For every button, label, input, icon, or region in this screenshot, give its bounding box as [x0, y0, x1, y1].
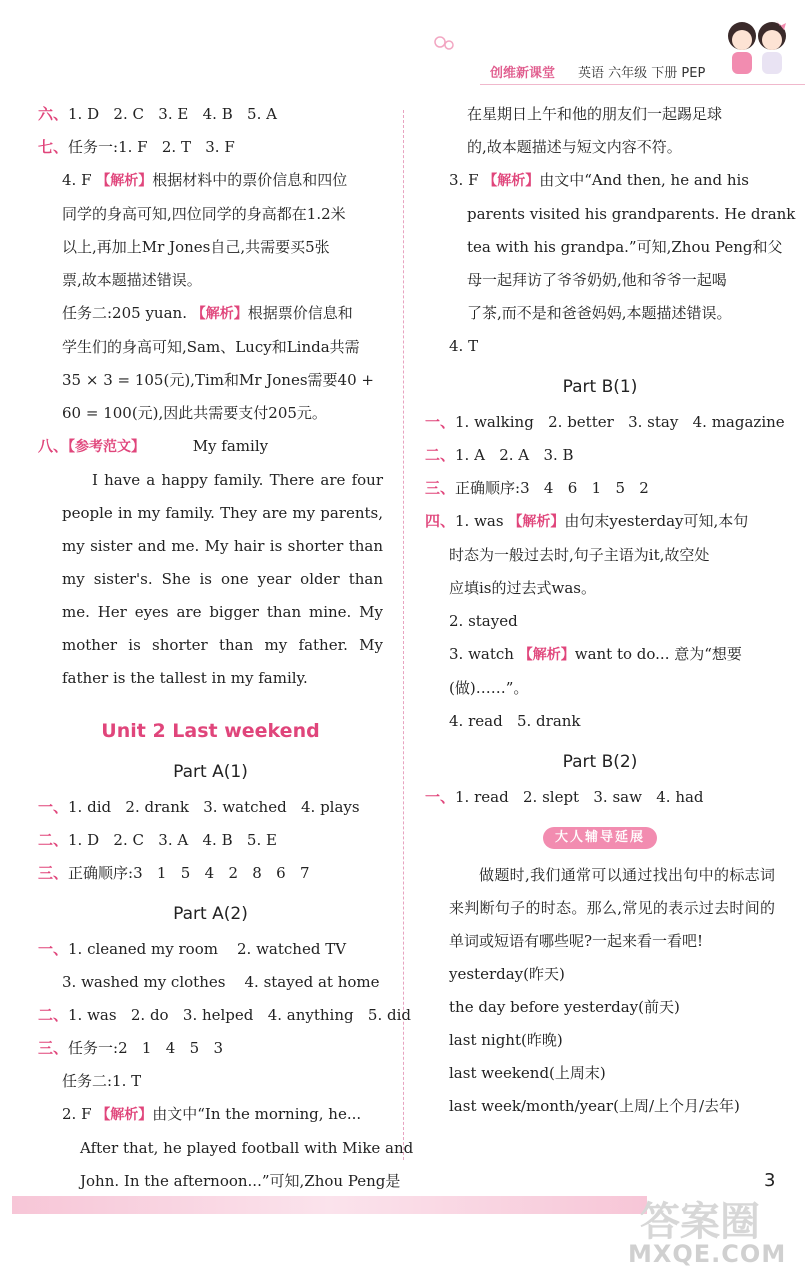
- tip-badge-wrap: [425, 820, 775, 853]
- answer-text: 任务二:1. T: [62, 1072, 142, 1090]
- question-number: 一、: [425, 413, 456, 431]
- answer-text: 60 = 100(元),因此共需要支付205元。: [62, 404, 327, 422]
- question-number: 一、: [38, 798, 69, 816]
- answer-line: [38, 364, 383, 397]
- answer-text: 由文中“In the morning, he...: [152, 1105, 362, 1123]
- right-column: [425, 98, 796, 1123]
- answer-line: [38, 857, 383, 890]
- answer-line: [425, 605, 775, 638]
- answer-text: 母一起拜访了爷爷奶奶,他和爷爷一起喝: [467, 271, 727, 289]
- answer-text: 根据材料中的票价信息和四位: [152, 171, 348, 189]
- analysis-tag: 【解析】: [508, 514, 565, 530]
- answer-line: [425, 472, 775, 505]
- answer-text: 在星期日上午和他的朋友们一起踢足球: [467, 105, 723, 123]
- answer-text: My family: [145, 437, 269, 455]
- answer-text: 由句末yesterday可知,本句: [564, 512, 749, 530]
- answer-text: John. In the afternoon...”可知,Zhou Peng是: [80, 1172, 401, 1190]
- answer-text: 3. washed my clothes 4. stayed at home: [62, 973, 380, 991]
- answer-text: 的,故本题描述与短文内容不符。: [467, 138, 682, 156]
- footer-band: [12, 1196, 647, 1214]
- tip-paragraph: 做题时,我们通常可以通过找出句中的标志词来判断句子的时态。那么,常见的表示过去时间的单词或短语有哪些呢?一起来看一看吧!: [449, 866, 775, 950]
- page-number: 3: [764, 1170, 776, 1191]
- watermark-brand: 答案圈: [640, 1199, 760, 1245]
- answer-text: 根据票价信息和: [247, 304, 353, 322]
- subject-info: 英语 六年级 下册 PEP: [578, 66, 706, 81]
- answer-line: [425, 164, 775, 198]
- question-number: 二、: [38, 1006, 69, 1024]
- analysis-tag: 【解析】: [518, 647, 575, 663]
- answer-prefix: 3. F: [449, 171, 484, 189]
- answer-line: [38, 430, 383, 464]
- answer-prefix: 1. was: [455, 512, 509, 530]
- answer-line: [38, 1098, 383, 1132]
- answer-line: [38, 98, 383, 131]
- answer-line: [425, 264, 775, 297]
- answer-line: [38, 264, 383, 297]
- answer-line: [38, 1132, 414, 1165]
- answer-text: 应填is的过去式was。: [449, 579, 596, 597]
- question-number: 一、: [425, 788, 456, 806]
- answer-line: [425, 330, 775, 363]
- answer-line: [425, 781, 775, 814]
- answer-text: want to do... 意为“想要: [574, 645, 742, 663]
- answer-line: [38, 164, 383, 198]
- question-number: 三、: [38, 1039, 69, 1057]
- part-a2-title: Part A(2): [173, 904, 248, 924]
- answer-line: [425, 231, 783, 264]
- answer-text: parents visited his grandparents. He drank: [467, 205, 796, 223]
- unit-title: Unit 2 Last weekend: [101, 720, 320, 742]
- question-number: 二、: [425, 446, 456, 464]
- answer-text: 同学的身高可知,四位同学的身高都在1.2米: [62, 205, 346, 223]
- kids-mascot-icon: [716, 12, 796, 82]
- answer-line: [38, 999, 411, 1032]
- answer-text: 由文中“And then, he and his: [539, 171, 749, 189]
- answer-line: [425, 406, 785, 439]
- answer-line: [38, 933, 383, 966]
- column-divider: [403, 110, 404, 1160]
- answer-text: 学生们的身高可知,Sam、Lucy和Linda共需: [62, 338, 360, 356]
- answer-line: [38, 824, 383, 857]
- analysis-tag: 【解析】: [96, 173, 153, 189]
- answer-text: 1. cleaned my room 2. watched TV: [68, 940, 347, 958]
- answer-line: [425, 539, 775, 572]
- tip-badge: 大人辅导延展: [543, 827, 657, 849]
- answer-prefix: 任务二:205 yuan.: [62, 304, 192, 322]
- question-number: 四、: [425, 512, 456, 530]
- answer-line: [425, 198, 796, 231]
- answer-text: 4. T: [449, 337, 479, 355]
- vocab-item: last week/month/year(上周/上个月/去年): [449, 1097, 740, 1115]
- answer-prefix: 2. F: [62, 1105, 97, 1123]
- answer-text: 时态为一般过去时,句子主语为it,故空处: [449, 546, 710, 564]
- answer-line: [425, 98, 775, 131]
- answer-line: [425, 505, 775, 539]
- answer-line: [38, 198, 383, 231]
- answer-text: 4. read 5. drank: [449, 712, 581, 730]
- answer-prefix: 3. watch: [449, 645, 519, 663]
- question-number: 二、: [38, 831, 69, 849]
- answer-line: [425, 672, 775, 705]
- question-number: 六、: [38, 105, 69, 123]
- answer-text: 了茶,而不是和爸爸妈妈,本题描述错误。: [467, 304, 732, 322]
- vocab-item: last weekend(上周末): [449, 1064, 606, 1082]
- answer-prefix: 4. F: [62, 171, 97, 189]
- answer-text: 正确顺序:3 1 5 4 2 8 6 7: [68, 864, 310, 882]
- answer-text: 正确顺序:3 4 6 1 5 2: [455, 479, 649, 497]
- answer-line: [38, 297, 383, 331]
- answer-line: [425, 638, 775, 672]
- header-rule: [480, 84, 805, 85]
- answer-line: [425, 705, 775, 738]
- analysis-tag: 【解析】: [483, 173, 540, 189]
- analysis-tag: 【解析】: [96, 1107, 153, 1123]
- answer-text: 35 × 3 = 105(元),Tim和Mr Jones需要40 +: [62, 371, 374, 389]
- answer-text: 票,故本题描述错误。: [62, 271, 202, 289]
- answer-line: [38, 1165, 401, 1198]
- answer-line: [425, 297, 775, 330]
- analysis-tag: 【解析】: [191, 306, 248, 322]
- flower-decoration-icon: [430, 32, 458, 54]
- answer-text: 1. read 2. slept 3. saw 4. had: [455, 788, 704, 806]
- answer-text: 以上,再加上Mr Jones自己,共需要买5张: [62, 238, 330, 256]
- question-number: 七、: [38, 138, 69, 156]
- vocab-item: yesterday(昨天): [449, 965, 565, 983]
- brand-name: 创维新课堂: [490, 66, 556, 81]
- answer-line: [38, 397, 383, 430]
- answer-text: 1. A 2. A 3. B: [455, 446, 574, 464]
- page-header: [0, 0, 810, 95]
- answer-line: [38, 331, 383, 364]
- vocab-item: last night(昨晚): [449, 1031, 563, 1049]
- question-number: 三、: [425, 479, 456, 497]
- answer-line: [38, 231, 383, 264]
- answer-text: 1. did 2. drank 3. watched 4. plays: [68, 798, 360, 816]
- answer-text: After that, he played football with Mike and: [80, 1139, 414, 1157]
- watermark-site: MXQE.COM: [628, 1240, 787, 1268]
- answer-text: 任务一:2 1 4 5 3: [68, 1039, 224, 1057]
- essay-paragraph: I have a happy family. There are four people in my family. They are my parents, my sister and me. My hair is shorter than my sister's. She is one year older than me. Her eyes are bigger than mine. My mother is shorter than my father. My father is the tallest in my family.: [62, 471, 383, 687]
- part-b1-title: Part B(1): [562, 377, 638, 397]
- answer-line: [425, 131, 775, 164]
- part-b2-title: Part B(2): [562, 752, 638, 772]
- answer-text: 1. D 2. C 3. A 4. B 5. E: [68, 831, 277, 849]
- answer-line: [38, 966, 383, 999]
- answer-line: [38, 1032, 383, 1065]
- question-number: 三、: [38, 864, 69, 882]
- answer-line: [38, 131, 383, 164]
- answer-line: [38, 1065, 383, 1098]
- analysis-tag: 【参考范文】: [68, 439, 146, 455]
- answer-text: 1. walking 2. better 3. stay 4. magazine: [455, 413, 785, 431]
- vocab-item: the day before yesterday(前天): [449, 998, 680, 1016]
- part-a1-title: Part A(1): [173, 762, 248, 782]
- left-column: [38, 98, 414, 1198]
- answer-text: tea with his grandpa.”可知,Zhou Peng和父: [467, 238, 783, 256]
- answer-text: 1. D 2. C 3. E 4. B 5. A: [68, 105, 277, 123]
- question-number: 一、: [38, 940, 69, 958]
- answer-line: [425, 439, 775, 472]
- answer-text: 2. stayed: [449, 612, 518, 630]
- answer-text: 1. was 2. do 3. helped 4. anything 5. did: [68, 1006, 411, 1024]
- answer-text: 任务一:1. F 2. T 3. F: [68, 138, 235, 156]
- answer-line: [38, 791, 383, 824]
- answer-text: (做)……”。: [449, 679, 529, 697]
- question-number: 八、: [38, 437, 69, 455]
- answer-line: [425, 572, 775, 605]
